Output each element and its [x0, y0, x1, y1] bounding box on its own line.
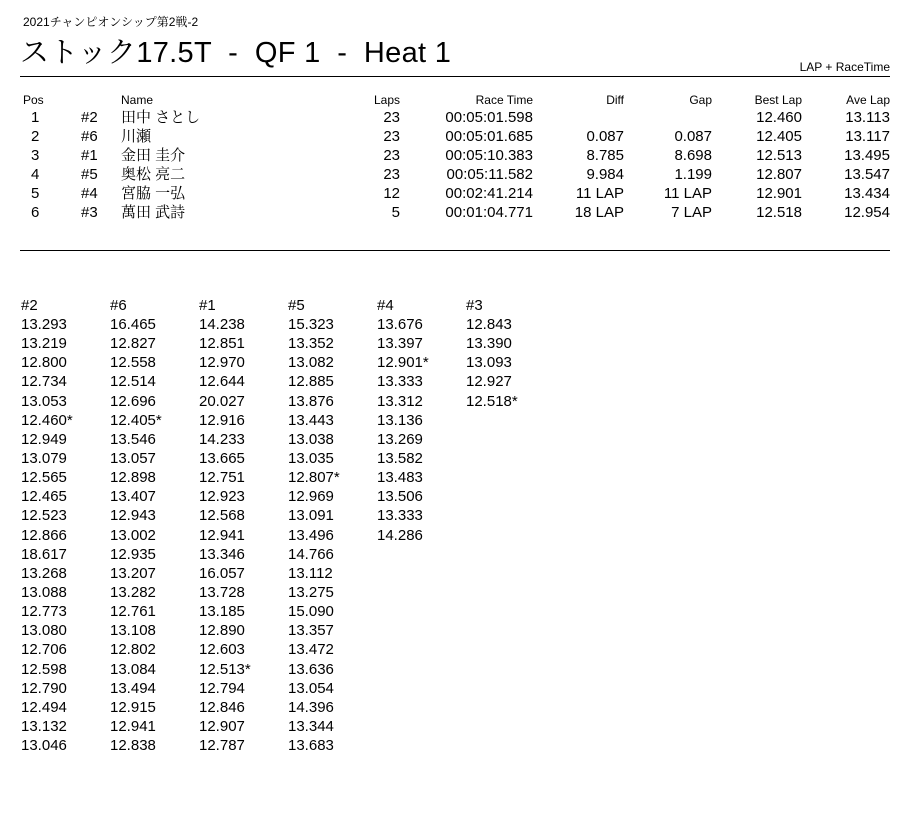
lap-time: 13.496 — [288, 526, 334, 544]
lap-time: 13.185 — [199, 603, 245, 621]
lap-time: 13.390 — [466, 335, 512, 353]
lap-time: 12.565 — [21, 469, 67, 487]
results-divider — [20, 250, 890, 251]
lap-time: 12.794 — [199, 679, 245, 697]
lap-column-header: #4 — [377, 297, 394, 314]
lap-time: 13.506 — [377, 488, 423, 506]
lap-time: 15.090 — [288, 603, 334, 621]
best-lap-cell: 12.901 — [756, 185, 802, 202]
lap-time: 14.233 — [199, 430, 245, 448]
lap-time: 13.546 — [110, 430, 156, 448]
lap-time: 12.523 — [21, 507, 67, 525]
col-header-race-time: Race Time — [475, 93, 533, 107]
lap-time: 12.843 — [466, 316, 512, 333]
lap-time: 12.734 — [21, 373, 67, 391]
lap-time: 12.915 — [110, 698, 156, 716]
lap-column-header: #3 — [466, 297, 483, 314]
result-row — [20, 203, 890, 222]
lap-time: 14.766 — [288, 545, 334, 563]
lap-time: 13.275 — [288, 583, 334, 601]
lap-time: 12.494 — [21, 698, 67, 716]
pos-cell: 1 — [31, 109, 40, 126]
laps-cell: 23 — [383, 147, 400, 164]
lap-column — [110, 296, 199, 755]
lap-time: 13.357 — [288, 622, 334, 640]
ave-lap-cell: 12.954 — [844, 204, 890, 221]
ave-lap-cell: 13.113 — [845, 109, 890, 126]
race-time-cell: 00:05:10.383 — [445, 147, 533, 164]
lap-times-grid — [21, 296, 555, 755]
gap-cell — [624, 108, 712, 127]
col-header-ave-lap: Ave Lap — [846, 93, 890, 107]
driver-name-cell: 田中 さとし — [121, 109, 201, 126]
lap-time: 12.405* — [110, 411, 162, 429]
results-header-row — [20, 93, 890, 108]
lap-time: 12.787 — [199, 737, 245, 755]
lap-time: 13.352 — [288, 335, 334, 353]
lap-time: 13.136 — [377, 411, 423, 429]
lap-time: 13.080 — [21, 622, 67, 640]
lap-time: 13.046 — [21, 737, 67, 755]
best-lap-cell: 12.405 — [756, 128, 802, 145]
lap-time: 12.696 — [110, 392, 156, 410]
lap-time: 12.513* — [199, 660, 251, 678]
lap-time: 13.053 — [21, 392, 67, 410]
lap-time: 13.582 — [377, 449, 423, 467]
gap-cell: 11 LAP — [663, 185, 712, 202]
gap-cell: 8.698 — [674, 147, 712, 164]
lap-time: 12.935 — [110, 545, 156, 563]
lap-time: 12.943 — [110, 507, 156, 525]
lap-time: 13.346 — [199, 545, 245, 563]
col-header-laps: Laps — [373, 93, 400, 107]
diff-cell: 8.785 — [586, 147, 624, 164]
car-number-cell: #1 — [81, 147, 98, 164]
pos-cell: 4 — [31, 166, 40, 183]
laps-cell: 12 — [383, 185, 400, 202]
car-number-cell: #4 — [81, 185, 98, 202]
col-header-name: Name — [121, 93, 154, 107]
driver-name-cell: 奥松 亮二 — [121, 166, 186, 183]
lap-time: 13.683 — [288, 737, 334, 755]
lap-time: 13.057 — [110, 449, 156, 467]
lap-time: 20.027 — [199, 392, 245, 410]
lap-time: 13.472 — [288, 641, 334, 659]
best-lap-cell: 12.460 — [756, 109, 802, 126]
lap-time: 13.132 — [21, 717, 67, 735]
lap-column-header: #5 — [288, 297, 305, 314]
lap-time: 13.443 — [288, 411, 334, 429]
lap-time: 12.827 — [110, 335, 156, 353]
lap-time: 12.949 — [21, 430, 67, 448]
lap-time: 13.207 — [110, 564, 156, 582]
lap-time: 13.079 — [21, 449, 67, 467]
result-row — [20, 127, 890, 146]
lap-time: 13.293 — [21, 316, 67, 333]
lap-time: 14.396 — [288, 698, 334, 716]
lap-column — [377, 296, 466, 755]
lap-time: 13.483 — [377, 469, 423, 487]
best-lap-cell: 12.518 — [756, 204, 802, 221]
lap-time: 12.773 — [21, 603, 67, 621]
lap-time: 13.876 — [288, 392, 334, 410]
driver-name-cell: 川瀬 — [121, 128, 152, 145]
laps-cell: 23 — [383, 128, 400, 145]
diff-cell: 18 LAP — [574, 204, 624, 221]
lap-time: 16.057 — [199, 564, 245, 582]
lap-time: 12.800 — [21, 354, 67, 372]
lap-time: 13.282 — [110, 583, 156, 601]
lap-column-header: #1 — [199, 297, 216, 314]
lap-time: 14.238 — [199, 316, 245, 333]
lap-time: 13.407 — [110, 488, 156, 506]
lap-time: 13.333 — [377, 373, 423, 391]
lap-time: 13.333 — [377, 507, 423, 525]
lap-time: 12.916 — [199, 411, 245, 429]
driver-name-cell: 萬田 武詩 — [121, 204, 186, 221]
lap-time: 13.108 — [110, 622, 156, 640]
lap-time: 13.054 — [288, 679, 334, 697]
lap-time: 13.344 — [288, 717, 334, 735]
lap-column — [199, 296, 288, 755]
driver-name-cell: 金田 圭介 — [121, 147, 186, 164]
lap-time: 14.286 — [377, 526, 423, 544]
diff-cell: 9.984 — [586, 166, 624, 183]
laps-cell: 5 — [391, 204, 400, 221]
lap-time: 13.002 — [110, 526, 156, 544]
lap-time: 12.751 — [199, 469, 245, 487]
result-row — [20, 165, 890, 184]
race-time-cell: 00:02:41.214 — [445, 185, 533, 202]
lap-time: 13.088 — [21, 583, 67, 601]
car-number-cell: #2 — [81, 109, 98, 126]
laps-cell: 23 — [383, 109, 400, 126]
lap-time: 12.807* — [288, 469, 340, 487]
lap-time: 13.268 — [21, 564, 67, 582]
lap-time: 16.465 — [110, 316, 156, 333]
lap-time: 12.644 — [199, 373, 245, 391]
diff-cell: 11 LAP — [575, 185, 624, 202]
lap-time: 12.558 — [110, 354, 156, 372]
gap-cell: 1.199 — [674, 166, 712, 183]
lap-time: 15.323 — [288, 316, 334, 333]
lap-time: 12.851 — [199, 335, 245, 353]
format-label: LAP + RaceTime — [799, 60, 890, 74]
lap-time: 12.838 — [110, 737, 156, 755]
lap-time: 13.665 — [199, 449, 245, 467]
result-row — [20, 184, 890, 203]
lap-time: 13.636 — [288, 660, 334, 678]
car-number-cell: #3 — [81, 204, 98, 221]
driver-name-cell: 宮脇 一弘 — [121, 185, 186, 202]
lap-time: 12.941 — [110, 717, 156, 735]
lap-time: 12.518* — [466, 392, 518, 410]
event-subtitle: 2021チャンピオンシップ第2戦-2 — [23, 15, 199, 29]
diff-cell — [533, 108, 624, 127]
lap-time: 12.761 — [110, 603, 156, 621]
col-header-gap: Gap — [689, 93, 712, 107]
lap-time: 12.970 — [199, 354, 245, 372]
lap-time: 12.846 — [199, 698, 245, 716]
lap-time: 12.890 — [199, 622, 245, 640]
lap-column-header: #6 — [110, 297, 127, 314]
lap-column — [466, 296, 555, 755]
lap-time: 13.093 — [466, 354, 512, 372]
lap-time: 18.617 — [21, 545, 67, 563]
lap-time: 12.901* — [377, 354, 429, 372]
lap-time: 12.923 — [199, 488, 245, 506]
lap-time: 12.598 — [21, 660, 67, 678]
lap-time: 12.907 — [199, 717, 245, 735]
lap-time: 13.038 — [288, 430, 334, 448]
pos-cell: 3 — [31, 147, 40, 164]
col-header-best-lap: Best Lap — [754, 93, 802, 107]
lap-time: 13.397 — [377, 335, 423, 353]
car-number-cell: #6 — [81, 128, 98, 145]
best-lap-cell: 12.807 — [756, 166, 802, 183]
lap-time: 12.514 — [110, 373, 156, 391]
race-time-cell: 00:05:01.598 — [445, 109, 533, 126]
pos-cell: 5 — [31, 185, 40, 202]
col-header-car — [75, 93, 121, 108]
lap-time: 13.728 — [199, 583, 245, 601]
pos-cell: 6 — [31, 204, 40, 221]
lap-time: 12.866 — [21, 526, 67, 544]
lap-time: 13.676 — [377, 316, 423, 333]
lap-time: 13.082 — [288, 354, 334, 372]
lap-time: 12.927 — [466, 373, 512, 391]
lap-time: 13.112 — [288, 564, 333, 582]
lap-column — [288, 296, 377, 755]
best-lap-cell: 12.513 — [756, 147, 802, 164]
pos-cell: 2 — [31, 128, 40, 145]
lap-time: 13.084 — [110, 660, 156, 678]
race-time-cell: 00:01:04.771 — [445, 204, 533, 221]
page-title: ストック17.5T - QF 1 - Heat 1 — [20, 37, 452, 69]
lap-time: 13.219 — [21, 335, 67, 353]
race-time-cell: 00:05:01.685 — [445, 128, 533, 145]
lap-time: 12.885 — [288, 373, 334, 391]
lap-time: 12.802 — [110, 641, 156, 659]
ave-lap-cell: 13.117 — [845, 128, 890, 145]
diff-cell: 0.087 — [586, 128, 624, 145]
race-time-cell: 00:05:11.582 — [446, 166, 533, 183]
lap-column — [21, 296, 110, 755]
ave-lap-cell: 13.495 — [844, 147, 890, 164]
lap-time: 13.091 — [288, 507, 334, 525]
results-table — [20, 93, 890, 222]
lap-time: 12.941 — [199, 526, 245, 544]
lap-time: 12.706 — [21, 641, 67, 659]
lap-time: 12.465 — [21, 488, 67, 506]
lap-time: 13.035 — [288, 449, 334, 467]
gap-cell: 7 LAP — [671, 204, 712, 221]
lap-column-header: #2 — [21, 297, 38, 314]
lap-time: 12.460* — [21, 411, 73, 429]
laps-cell: 23 — [383, 166, 400, 183]
lap-time: 12.898 — [110, 469, 156, 487]
ave-lap-cell: 13.434 — [844, 185, 890, 202]
lap-time: 12.568 — [199, 507, 245, 525]
lap-time: 13.494 — [110, 679, 156, 697]
gap-cell: 0.087 — [674, 128, 712, 145]
lap-time: 12.790 — [21, 679, 67, 697]
title-divider — [20, 76, 890, 77]
result-row — [20, 146, 890, 165]
col-header-diff: Diff — [606, 93, 624, 107]
lap-time: 13.269 — [377, 430, 423, 448]
lap-time: 12.969 — [288, 488, 334, 506]
lap-time: 13.312 — [377, 392, 423, 410]
result-row — [20, 108, 890, 127]
col-header-pos: Pos — [23, 93, 44, 107]
car-number-cell: #5 — [81, 166, 98, 183]
lap-time: 12.603 — [199, 641, 245, 659]
ave-lap-cell: 13.547 — [844, 166, 890, 183]
